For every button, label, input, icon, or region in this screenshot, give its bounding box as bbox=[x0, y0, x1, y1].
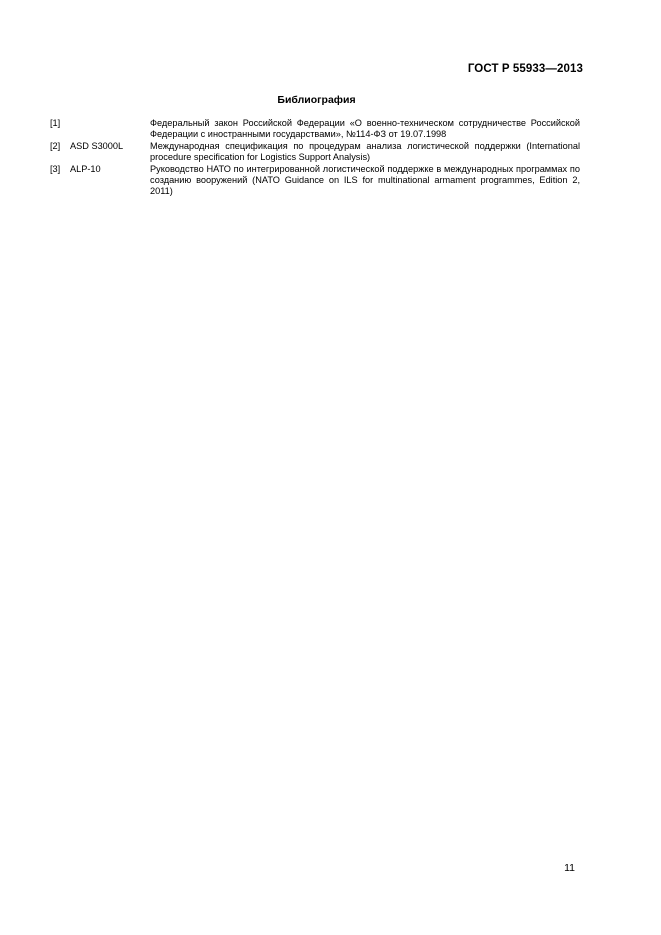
bibliography-entry bbox=[50, 141, 580, 164]
entry-number: [1] bbox=[50, 118, 61, 128]
page-number: 11 bbox=[564, 862, 575, 874]
entry-number: [2] bbox=[50, 140, 61, 151]
entry-code: ALP-10 bbox=[70, 163, 101, 174]
bibliography-entry bbox=[50, 164, 580, 198]
bibliography-entry bbox=[50, 118, 580, 141]
entry-number: [3] bbox=[50, 163, 61, 174]
entry-text: Руководство НАТО по интегрированной логистической поддержке в международных программах по созданию вооружений (NATO Guidance on ILS for multinational armament programmes, Edition 2, 2011) bbox=[150, 163, 580, 197]
bibliography-list bbox=[50, 118, 580, 198]
entry-text: Международная спецификация по процедурам анализа логистической поддержки (International procedure specification for Logistics Support Analysis) bbox=[150, 140, 580, 163]
section-title-wrapper bbox=[0, 94, 661, 106]
entry-code bbox=[70, 118, 150, 141]
entry-code: ASD S3000L bbox=[70, 140, 124, 151]
document-standard-number: ГОСТ Р 55933—2013 bbox=[467, 63, 583, 75]
entry-text: Федеральный закон Российской Федерации «О военно-техническом сотрудничестве Российской Федерации с иностранными государствами», №114-ФЗ от 19.07.1998 bbox=[150, 118, 580, 140]
section-title: Библиография bbox=[277, 94, 356, 106]
